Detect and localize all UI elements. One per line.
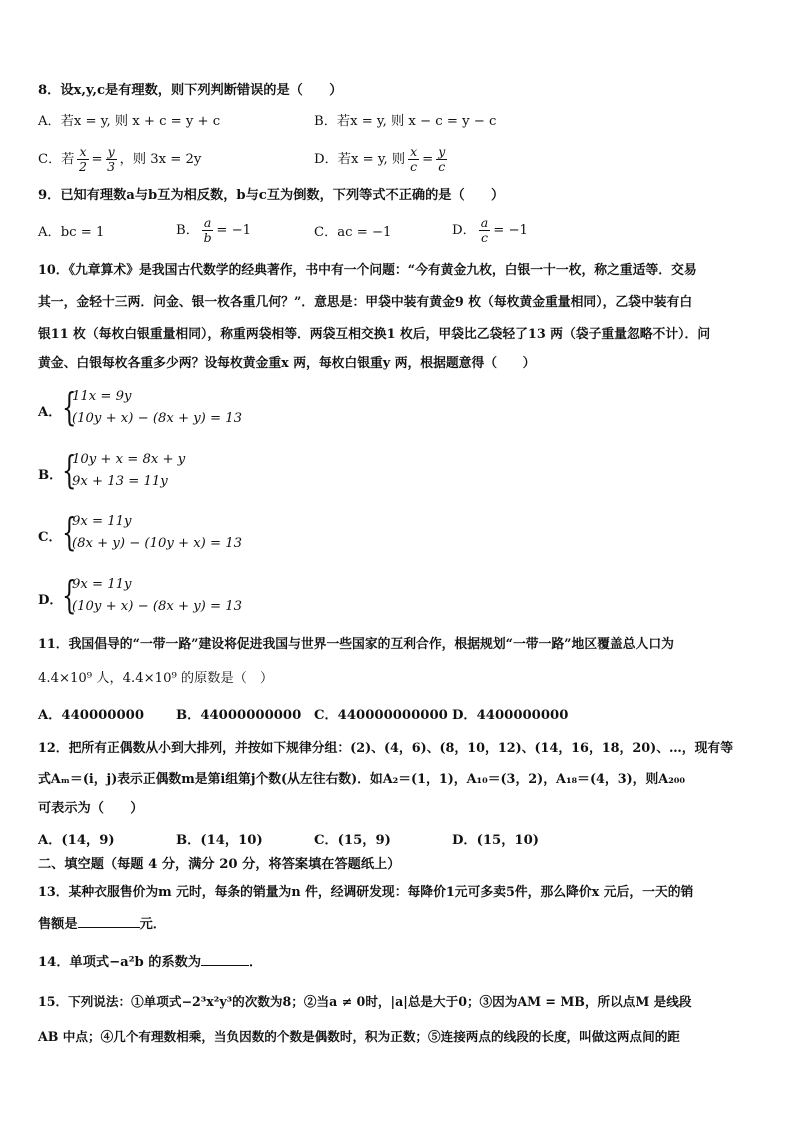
q10-c-eq2: (8x + y) − (10y + x) = 13	[72, 536, 243, 551]
q9-option-c: C．ac = −1	[314, 225, 392, 240]
q9-stem: 9．已知有理数a与b互为相反数，b与c互为倒数，下列等式不正确的是（ ）	[38, 188, 505, 203]
q13-answer-blank[interactable]	[78, 915, 140, 928]
q10-a-label: A．	[38, 405, 62, 420]
q13-line2-prefix: 售额是	[38, 917, 78, 932]
q14-answer-blank[interactable]	[201, 953, 249, 966]
q8-c-eq: =	[91, 152, 103, 167]
q10-line2: 其一，金轻十三两．问金、银一枚各重几何？”．意思是：甲袋中装有黄金9 枚（每枚黄金重量相同），乙袋中装有白	[38, 295, 693, 310]
q12-option-c: C．(15，9)	[314, 833, 391, 848]
q12-option-b: B．(14，10)	[176, 833, 263, 848]
q10-line1: 10．《九章算术》是我国古代数学的经典著作，书中有一个问题：“今有黄金九枚，白银一十一枚，称之重适等．交易	[38, 263, 697, 278]
q15-line1: 15．下列说法：①单项式−2³x²y³的次数为8；②当a ≠ 0时，|a|总是大于0；③因为AM = MB，所以点M 是线段	[38, 994, 692, 1009]
q8-stem: 8．设x,y,c是有理数，则下列判断错误的是（ ）	[38, 83, 343, 98]
q13-line2-suffix: 元．	[139, 917, 166, 932]
q13-line2	[38, 915, 166, 934]
q8-option-b: B．若x = y, 则 x − c = y − c	[314, 114, 497, 129]
q9-d-prefix: D．	[452, 223, 476, 238]
q10-a-eq2: (10y + x) − (8x + y) = 13	[72, 411, 243, 426]
q11-line1: 11．我国倡导的“一带一路”建设将促进我国与世界一些国家的互利合作，根据规划“一带一路”地区覆盖总人口为	[38, 637, 674, 652]
q8-c-frac1: $\frac{x}{2}$	[79, 144, 87, 174]
q9-d-frac: $\frac{a}{c}$	[480, 215, 489, 245]
q9-option-b	[176, 216, 251, 245]
q9-option-d	[452, 216, 528, 245]
q8-d-frac2: $\frac{y}{c}$	[438, 144, 446, 174]
q14-suffix: ．	[249, 955, 263, 970]
q8-option-d	[314, 145, 450, 174]
q10-a-eq1: 11x = 9y	[72, 389, 132, 404]
q10-d-label: D．	[38, 593, 63, 608]
q11-option-a: A．440000000	[38, 708, 145, 723]
q10-d-eq2: (10y + x) − (8x + y) = 13	[72, 599, 243, 614]
brace-icon: {	[62, 573, 77, 617]
q13-line1: 13．某种衣服售价为m 元时，每条的销量为n 件，经调研发现：每降价1元可多卖5件，那么降价x 元后，一天的销	[38, 885, 694, 900]
q15-line2: AB 中点；④几个有理数相乘，当负因数的个数是偶数时，积为正数；⑤连接两点的线段的长度，叫做这两点间的距	[38, 1029, 680, 1044]
q10-line3: 银11 枚（每枚白银重量相同），称重两袋相等．两袋互相交换1 枚后，甲袋比乙袋轻了13 两（袋子重量忽略不计）．问	[38, 327, 711, 342]
q8-d-frac1: $\frac{x}{c}$	[410, 144, 418, 174]
q8-option-a: A．若x = y, 则 x + c = y + c	[38, 114, 221, 129]
brace-icon: {	[62, 510, 77, 554]
q10-c-eq1: 9x = 11y	[72, 514, 132, 529]
q11-option-b: B．44000000000	[176, 708, 302, 723]
q9-b-frac: $\frac{a}{b}$	[203, 215, 212, 245]
q11-option-d: D．4400000000	[452, 708, 569, 723]
section-heading-fill-in: 二、填空题（每题 4 分，满分 20 分，将答案填在答题纸上）	[38, 857, 401, 872]
q9-option-a: A．bc = 1	[38, 225, 105, 240]
brace-icon: {	[62, 385, 77, 429]
q8-c-prefix: C．若	[38, 152, 75, 167]
q8-d-eq: =	[422, 152, 434, 167]
q10-b-eq2: 9x + 13 = 11y	[72, 474, 168, 489]
q8-c-suffix: ，则 3x = 2y	[119, 152, 202, 167]
q11-option-c: C．440000000000	[314, 708, 448, 723]
q12-line1: 12．把所有正偶数从小到大排列，并按如下规律分组：(2)、(4，6)、(8，10，12)、(14，16，18，20)、…，现有等	[38, 741, 733, 756]
q14-line	[38, 953, 262, 972]
q12-line3: 可表示为（ ）	[38, 801, 144, 816]
q9-d-suffix: = −1	[493, 223, 528, 238]
q10-line4: 黄金、白银每枚各重多少两？设每枚黄金重x 两，每枚白银重y 两，根据题意得（ ）	[38, 356, 536, 371]
q8-option-c	[38, 145, 201, 174]
q12-option-a: A．(14，9)	[38, 833, 115, 848]
q8-d-prefix: D．若x = y, 则	[314, 152, 406, 167]
q12-option-d: D．(15，10)	[452, 833, 539, 848]
q10-c-label: C．	[38, 530, 62, 545]
q9-b-prefix: B．	[176, 223, 199, 238]
q14-prefix: 14．单项式−a²b 的系数为	[38, 955, 202, 970]
brace-icon: {	[62, 448, 77, 492]
q11-line2: 4.4×10⁹ 人，4.4×10⁹ 的原数是（ ）	[38, 671, 274, 686]
q10-d-eq1: 9x = 11y	[72, 577, 132, 592]
q9-b-suffix: = −1	[216, 223, 252, 238]
q10-b-label: B．	[38, 468, 63, 483]
q10-b-eq1: 10y + x = 8x + y	[72, 452, 186, 467]
q12-line2: 式Aₘ＝(i，j)表示正偶数m是第i组第j个数(从左往右数)．如A₂＝(1，1)，A₁₀＝(3，2)，A₁₈＝(4，3)，则A₂₀₀	[38, 772, 686, 787]
q8-c-frac2: $\frac{y}{3}$	[107, 144, 116, 174]
